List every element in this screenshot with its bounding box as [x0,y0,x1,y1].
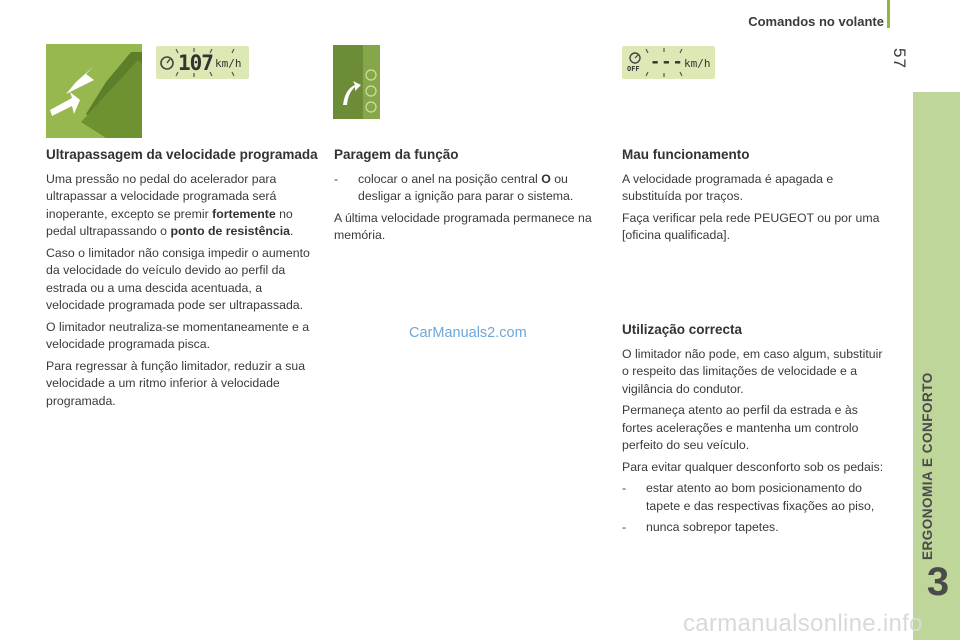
malfunction-paragraph-1: A velocidade programada é apagada e substituída por traços. [622,171,834,203]
speed-display-illustration [156,46,249,79]
correct-use-paragraph-1: O limitador não pode, em caso algum, substituir o respeito das limitações de velocidade e a vigilância do condutor. [622,346,883,396]
bullet-2-dash: - [622,520,627,534]
section-stop [334,147,602,249]
stop-bullet-dash: - [334,171,339,186]
correct-use-paragraph-3: Para evitar qualquer desconforto sob os pedais: [622,459,884,474]
overspeed-p1-text-c: no pedal ultrapassando o [46,206,293,238]
section-correct-use-title: Utilização correcta [622,322,743,337]
display-speed-value: 107 [178,51,213,75]
stop-bullet-text-a: colocar o anel na posição central [358,171,542,186]
overspeed-paragraph-2: Caso o limitador não consiga impedir o aumento da velocidade do veículo devido ao perfil da estrada ou a uma descida acentuada, a velocidade programada pode ser ultrapassada. [46,245,310,312]
page-number-text: 57 [890,48,909,69]
center-watermark: CarManuals2.com [409,325,527,341]
section-overspeed [46,147,318,414]
chapter-number: 3 [926,560,950,604]
correct-use-bullet-2 [622,519,890,537]
malfunction-paragraph-2: Faça verificar pela rede PEUGEOT ou por uma [oficina qualificada]. [622,210,880,242]
correct-use-paragraph-2: Permaneça atento ao perfil da estrada e às fortes acelerações e mantenha um controlo perfeito do seu veículo. [622,403,859,452]
overspeed-paragraph-4: Para regressar à função limitador, reduzir a sua velocidade a um ritmo inferior à velocidade programada. [46,358,306,408]
stop-bullet-emphasis: O [541,171,551,186]
display-dashes: --- [650,52,684,72]
footer-watermark: carmanualsonline.info [683,610,923,637]
chapter-label: ERGONOMIA E CONFORTO [920,372,935,560]
overspeed-p1-text-a: Uma pressão no pedal do acelerador para ultrapassar a velocidade programada será inoperante, excepto se premir [46,171,277,221]
accelerator-pedal-illustration [46,44,142,138]
steering-lever-illustration [333,45,380,119]
overspeed-paragraph-1 [46,171,318,241]
page-number [889,38,909,78]
stop-paragraph-2: A última velocidade programada permanece na memória. [334,210,592,242]
overspeed-p1-emphasis-a: fortemente [212,206,276,221]
speed-display-off-illustration [622,46,715,79]
stop-bullet-text-c: ou desligar a ignição para parar o sistema. [358,171,574,203]
running-header: Comandos no volante [748,14,884,29]
overspeed-p1-emphasis-b: ponto de resistência [170,224,291,238]
bullet-2-text: nunca sobrepor tapetes. [646,520,779,534]
stop-bullet-text [358,171,602,206]
section-stop-title: Paragem da função [334,147,459,162]
section-overspeed-title: Ultrapassagem da velocidade programada [46,147,318,162]
stop-bullet [334,171,602,206]
section-correct-use [622,322,890,541]
correct-use-bullet-1 [622,480,890,515]
bullet-1-text: estar atento ao bom posicionamento do tapete e das respectivas fixações ao piso, [646,481,875,513]
display-off-label: OFF [627,65,640,73]
bullet-1-dash: - [622,481,627,495]
overspeed-p1-text-e: . [290,224,294,238]
display-off-unit: km/h [684,57,711,70]
overspeed-paragraph-3: O limitador neutraliza-se momentaneamente e a velocidade programada pisca. [46,319,310,351]
section-malfunction [622,147,890,249]
display-speed-unit: km/h [215,57,242,70]
section-malfunction-title: Mau funcionamento [622,147,750,162]
header-rule [887,0,890,28]
